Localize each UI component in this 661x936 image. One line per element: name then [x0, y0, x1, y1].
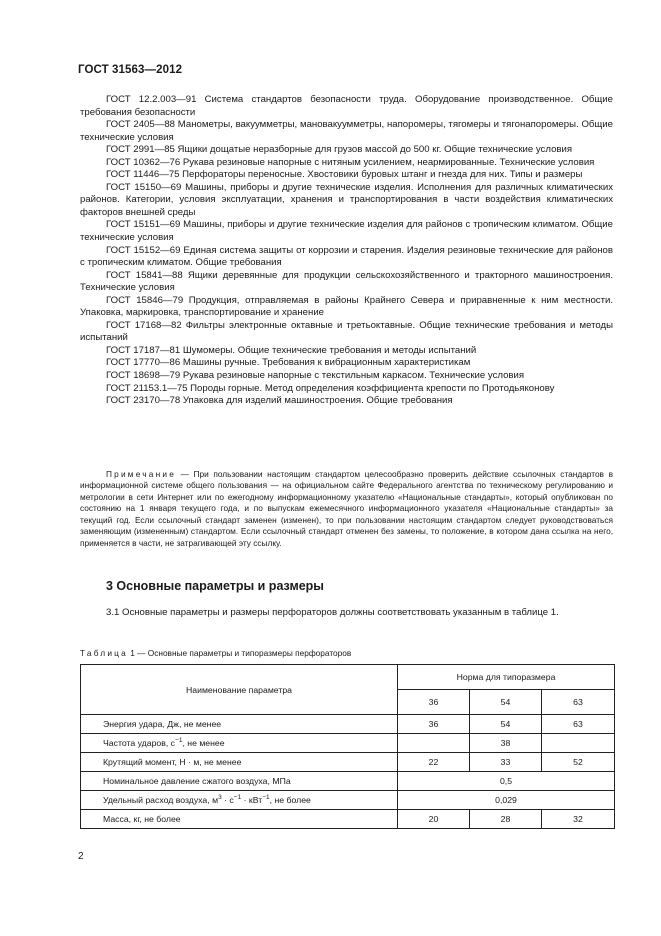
param-name: Энергия удара, Дж, не менее — [81, 715, 398, 734]
table-row — [81, 810, 615, 829]
paragraph-3-1: 3.1 Основные параметры и размеры перфораторов должны соответствовать указанным в таблице 1. — [106, 607, 559, 618]
reference-item: ГОСТ 10362—76 Рукава резиновые напорные с нитяным усилением, неармированные. Технические условия — [106, 156, 595, 168]
table-row — [81, 753, 615, 772]
reference-item: ГОСТ 15846—79 Продукция, отправляемая в районы Крайнего Севера и приравненные к ним местности. Упаковка, маркировка, транспортирование и хранение — [80, 294, 613, 319]
table-row — [81, 734, 615, 753]
param-name: Номинальное давление сжатого воздуха, МПа — [81, 772, 398, 791]
reference-item: ГОСТ 2991—85 Ящики дощатые неразборные для грузов массой до 500 кг. Общие технические условия — [106, 144, 573, 156]
param-name-suffix: , не менее — [182, 738, 225, 748]
reference-item: ГОСТ 23170—78 Упаковка для изделий машиностроения. Общие требования — [106, 395, 453, 407]
param-name: Крутящий момент, Н · м, не менее — [81, 753, 398, 772]
table-caption-text: 1 — Основные параметры и типоразмеры перфораторов — [127, 648, 352, 658]
cell-value — [398, 734, 470, 753]
page-number: 2 — [78, 851, 84, 862]
note-block — [80, 469, 613, 549]
cell-value: 54 — [470, 715, 542, 734]
unit-part: · кВт — [241, 795, 263, 805]
cell-value-merged: 0,029 — [398, 791, 615, 810]
param-name — [81, 791, 398, 810]
section-title: 3 Основные параметры и размеры — [106, 579, 324, 593]
parameters-table — [80, 664, 615, 829]
table-row — [81, 772, 615, 791]
header-size: 36 — [398, 690, 470, 715]
reference-item: ГОСТ 17770—86 Машины ручные. Требования к вибрационным характеристикам — [106, 357, 471, 369]
unit-exponent: 3 — [218, 794, 222, 801]
cell-value: 52 — [542, 753, 615, 772]
cell-value: 36 — [398, 715, 470, 734]
param-name: Масса, кг, не более — [81, 810, 398, 829]
reference-item: ГОСТ 17187—81 Шумомеры. Общие технические требования и методы испытаний — [106, 344, 477, 356]
header-parameter: Наименование параметра — [81, 665, 398, 715]
param-name-suffix: , не более — [269, 795, 311, 805]
reference-item: ГОСТ 18698—79 Рукава резиновые напорные с текстильным каркасом. Технические условия — [106, 370, 525, 382]
reference-item: ГОСТ 15841—88 Ящики деревянные для продукции сельскохозяйственного и тракторного машиностроения. Технические условия — [80, 269, 613, 294]
cell-value: 20 — [398, 810, 470, 829]
page-header: ГОСТ 31563—2012 — [78, 64, 183, 76]
reference-item: ГОСТ 21153.1—75 Породы горные. Метод определения коэффициента крепости по Протодьяконову — [106, 382, 555, 394]
cell-value: 22 — [398, 753, 470, 772]
header-norm: Норма для типоразмера — [398, 665, 615, 690]
unit-exponent: −1 — [175, 737, 183, 744]
reference-item: ГОСТ 2405—88 Манометры, вакуумметры, мановакуумметры, напоромеры, тягомеры и тягонапоромеры. Общие технические условия — [80, 119, 613, 143]
cell-value: 32 — [542, 810, 615, 829]
cell-value: 33 — [470, 753, 542, 772]
param-name-text: Частота ударов, с — [103, 738, 176, 748]
cell-value-merged: 0,5 — [398, 772, 615, 791]
cell-value: 28 — [470, 810, 542, 829]
reference-item: ГОСТ 15151—69 Машины, приборы и другие технические изделия для районов с тропическим климатом. Общие технические условия — [80, 219, 613, 244]
table-caption-label: Таблица — [80, 648, 128, 658]
unit-part: · с — [221, 795, 234, 805]
reference-item: ГОСТ 15152—69 Единая система защиты от коррозии и старения. Изделия резиновые технические для районов с тропическим климатом. Общие требования — [80, 244, 613, 269]
reference-item: ГОСТ 12.2.003—91 Система стандартов безопасности труда. Оборудование производственное. Общие требования безопасности — [80, 94, 613, 118]
cell-value: 38 — [470, 734, 542, 753]
note-text: — При пользовании настоящим стандартом целесообразно проверить действие ссылочных стандартов в информационной системе общего пользования — на официальном сайте Федерального агентства по техническому регулированию и метрологии в сети Интернет или по ежегодному информационному указателю «Национальные стандарты», который опубликован по состоянию на 1 января текущего года, и по выпускам ежемесячного информационного указателя «Национальные стандарты» за текущий год. Если ссылочный стандарт заменен (изменен), то при пользовании настоящим стандартом следует руководствоваться заменяющим (измененным) стандартом. Если ссылочный стандарт отменен без замены, то положение, в котором дана ссылка на него, применяется в части, не затрагивающей эту ссылку. — [80, 469, 613, 548]
param-name-text: Удельный расход воздуха, м — [103, 795, 219, 805]
table-caption — [80, 648, 351, 658]
table-row — [81, 791, 615, 810]
cell-value — [542, 734, 615, 753]
unit-exponent: −1 — [233, 794, 242, 801]
reference-item: ГОСТ 17168—82 Фильтры электронные октавные и третьоктавные. Общие технические требования и методы испытаний — [80, 319, 613, 344]
table-row — [81, 715, 615, 734]
header-size: 63 — [542, 690, 615, 715]
reference-item: ГОСТ 15150—69 Машины, приборы и другие технические изделия. Исполнения для различных климатических районов. Категории, условия эксплуатации, хранения и транспортирования в части воздействия климатических факторов внешней среды — [80, 181, 613, 218]
reference-item: ГОСТ 11446—75 Перфораторы переносные. Хвостовики буровых штанг и гнезда для них. Типы и размеры — [106, 169, 583, 181]
header-size: 54 — [470, 690, 542, 715]
references-list — [80, 94, 613, 408]
param-name — [81, 734, 398, 753]
unit-exponent: −1 — [262, 794, 270, 801]
note-label: Примечание — [106, 469, 177, 479]
cell-value: 63 — [542, 715, 615, 734]
